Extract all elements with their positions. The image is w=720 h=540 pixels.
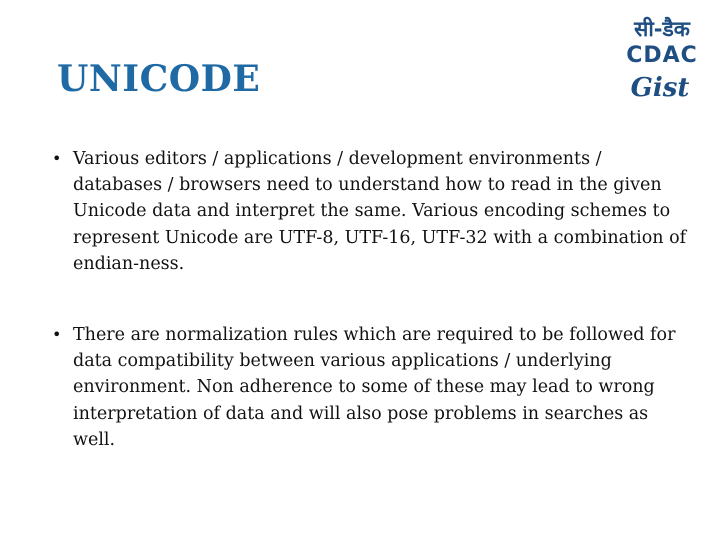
cdac-gist-logo xyxy=(612,10,712,110)
bullet-text: There are normalization rules which are required to be followed for data compatibility between various applications / underlying environment. Non adherence to some of these may lead to wrong interpretation of data and will also pose problems in searches as well. xyxy=(73,325,676,450)
bullet-item xyxy=(52,322,692,453)
logo-gist-text: Gist xyxy=(630,73,690,103)
logo-brand-text: CDAC xyxy=(626,43,698,68)
bullet-marker: • xyxy=(52,325,62,345)
logo-hindi-text: सी-डैक xyxy=(634,17,690,41)
slide-title: UNICODE xyxy=(57,58,261,100)
bullet-item xyxy=(52,146,692,277)
bullet-list xyxy=(52,146,692,498)
bullet-text: Various editors / applications / development environments / databases / browsers need to understand how to read in the given Unicode data and interpret the same. Various encoding schemes to represent Unicode are UTF-8, UTF-16, UTF-32 with a combination of endian-ness. xyxy=(73,149,687,274)
bullet-marker: • xyxy=(52,149,62,168)
